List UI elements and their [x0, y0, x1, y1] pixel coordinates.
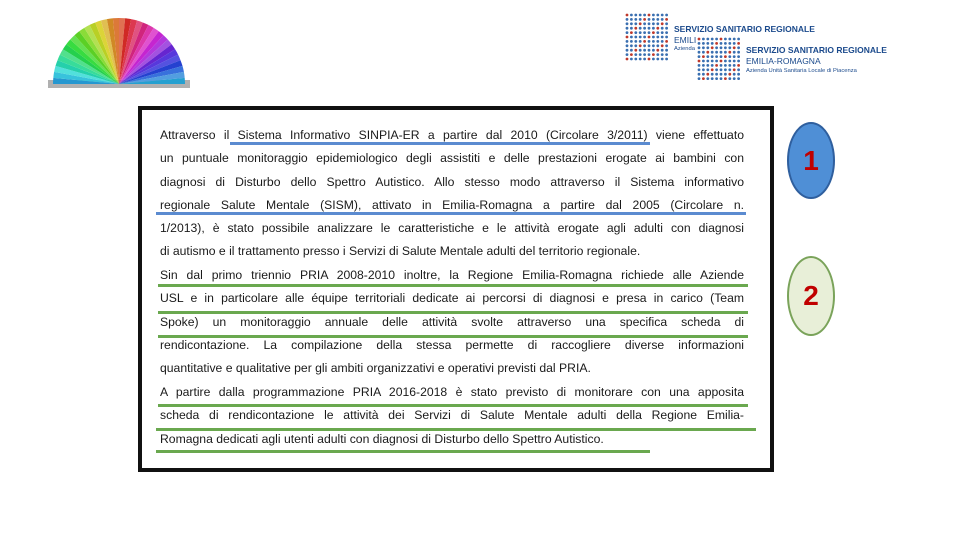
grid-dot	[724, 77, 727, 80]
grid-dot	[698, 77, 701, 80]
grid-dot	[661, 14, 664, 17]
grid-dot	[630, 36, 633, 39]
grid-dot	[737, 38, 740, 41]
grid-dot	[665, 44, 668, 47]
grid-dot	[634, 53, 637, 56]
grid-dot	[652, 40, 655, 43]
green-underline	[158, 335, 748, 338]
grid-dot	[652, 58, 655, 61]
grid-dot	[626, 58, 629, 61]
grid-dot	[656, 53, 659, 56]
text-line: USL e in particolare alle équipe territoriali dedicate ai percorsi di diagnosi e presa in carico (Team	[160, 291, 744, 306]
grid-dot	[634, 27, 637, 30]
grid-dot	[648, 18, 651, 21]
grid-dot	[702, 46, 705, 49]
logo-back-line2: EMILI	[674, 35, 697, 45]
grid-dot	[737, 68, 740, 71]
grid-dot	[665, 18, 668, 21]
grid-dot	[737, 46, 740, 49]
grid-dot	[661, 18, 664, 21]
grid-dot	[652, 31, 655, 34]
grid-dot	[656, 40, 659, 43]
grid-dot	[728, 55, 731, 58]
grid-dot	[634, 18, 637, 21]
grid-dot	[724, 38, 727, 41]
grid-dot	[665, 49, 668, 52]
grid-dot	[634, 31, 637, 34]
text-line: un puntuale monitoraggio epidemiologico degli assistiti e delle prestazioni erogate ai bambini con	[160, 151, 744, 166]
grid-dot	[630, 49, 633, 52]
grid-dot	[737, 51, 740, 54]
grid-dot	[737, 73, 740, 76]
grid-dot	[661, 22, 664, 25]
text-line: di autismo e il trattamento presso i Servizi di Salute Mentale adulti del territorio regionale.	[160, 244, 641, 259]
green-underline	[158, 404, 748, 407]
grid-dot	[720, 42, 723, 45]
grid-dot	[656, 18, 659, 21]
grid-dot	[661, 53, 664, 56]
grid-dot	[634, 40, 637, 43]
grid-dot	[656, 58, 659, 61]
grid-dot	[711, 55, 714, 58]
text-line: Sin dal primo triennio PRIA 2008-2010 inoltre, la Regione Emilia-Romagna richiede alle Aziende	[160, 268, 744, 282]
text-line: diagnosi di Disturbo dello Spettro Autistico. Allo stesso modo attraverso il Sistema informativo	[160, 174, 744, 189]
grid-dot	[648, 14, 651, 17]
grid-dot	[737, 42, 740, 45]
grid-dot	[626, 14, 629, 17]
grid-dot	[665, 58, 668, 61]
grid-dot	[634, 58, 637, 61]
grid-dot	[737, 60, 740, 63]
grid-dot	[737, 77, 740, 80]
grid-dot	[733, 46, 736, 49]
grid-dot	[648, 49, 651, 52]
grid-dot	[648, 36, 651, 39]
grid-dot	[630, 18, 633, 21]
green-underline	[156, 450, 650, 453]
grid-dot	[711, 73, 714, 76]
paragraph-2	[160, 264, 744, 380]
grid-dot	[706, 38, 709, 41]
grid-dot	[643, 40, 646, 43]
grid-dot	[652, 14, 655, 17]
grid-dot	[643, 14, 646, 17]
grid-dot	[648, 58, 651, 61]
grid-dot	[643, 27, 646, 30]
grid-dot	[706, 77, 709, 80]
grid-dot	[648, 44, 651, 47]
grid-dot	[630, 53, 633, 56]
grid-dot	[702, 77, 705, 80]
grid-dot	[724, 73, 727, 76]
grid-dot	[643, 49, 646, 52]
grid-dot	[711, 38, 714, 41]
grid-dot	[720, 46, 723, 49]
grid-dot	[661, 44, 664, 47]
grid-dot	[733, 51, 736, 54]
grid-dot	[652, 36, 655, 39]
grid-dot	[639, 18, 642, 21]
grid-dot	[733, 73, 736, 76]
grid-dot	[643, 58, 646, 61]
grid-dot	[665, 36, 668, 39]
grid-dot	[661, 49, 664, 52]
logo-back-line1: SERVIZIO SANITARIO REGIONALE	[674, 24, 815, 34]
grid-dot	[665, 40, 668, 43]
grid-dot	[634, 49, 637, 52]
logo-line1: SERVIZIO SANITARIO REGIONALE	[746, 45, 887, 55]
grid-dot	[706, 68, 709, 71]
grid-dot	[643, 44, 646, 47]
grid-dot	[728, 68, 731, 71]
grid-dot	[648, 22, 651, 25]
grid-dot	[661, 31, 664, 34]
grid-dot	[702, 38, 705, 41]
grid-dot	[639, 22, 642, 25]
grid-dot	[652, 22, 655, 25]
text-line: A partire dalla programmazione PRIA 2016-2018 è stato previsto di monitorare con una apposita	[160, 385, 744, 399]
grid-dot	[656, 49, 659, 52]
grid-dot	[630, 58, 633, 61]
grid-dot	[737, 55, 740, 58]
blue-underline	[156, 212, 746, 215]
grid-dot	[698, 64, 701, 67]
grid-dot	[728, 42, 731, 45]
grid-dot	[656, 44, 659, 47]
grid-dot	[724, 68, 727, 71]
grid-dot	[639, 31, 642, 34]
grid-dot	[698, 55, 701, 58]
grid-dot	[698, 68, 701, 71]
grid-dot	[656, 31, 659, 34]
grid-dot	[656, 22, 659, 25]
text-line: regionale Salute Mentale (SISM), attivato in Emilia-Romagna a partire dal 2005 (Circolare n.	[160, 197, 744, 212]
badge-2-number: 2	[803, 280, 819, 311]
logo-back-line3: Azienda	[674, 46, 695, 52]
grid-dot	[643, 36, 646, 39]
grid-dot	[643, 18, 646, 21]
grid-dot	[626, 22, 629, 25]
grid-dot	[626, 44, 629, 47]
grid-dot	[639, 36, 642, 39]
grid-dot	[634, 14, 637, 17]
grid-dot	[652, 27, 655, 30]
grid-dot	[634, 36, 637, 39]
grid-dot	[711, 64, 714, 67]
grid-dot	[648, 31, 651, 34]
grid-dot	[715, 38, 718, 41]
text-line: Romagna dedicati agli utenti adulti con diagnosi di Disturbo dello Spettro Autistico.	[160, 431, 604, 446]
grid-dot	[706, 55, 709, 58]
blue-underline	[230, 142, 650, 145]
grid-dot	[626, 27, 629, 30]
grid-dot	[630, 40, 633, 43]
badge-1-number: 1	[803, 144, 819, 176]
grid-dot	[706, 73, 709, 76]
grid-dot	[643, 53, 646, 56]
grid-dot	[639, 49, 642, 52]
grid-dot	[698, 42, 701, 45]
grid-dot	[733, 42, 736, 45]
grid-dot	[648, 53, 651, 56]
grid-dot	[652, 44, 655, 47]
dot-grid-icon	[624, 12, 670, 62]
grid-dot	[711, 42, 714, 45]
grid-dot	[656, 14, 659, 17]
grid-dot	[702, 60, 705, 63]
grid-dot	[702, 68, 705, 71]
grid-dot	[733, 64, 736, 67]
ssr-logo	[696, 36, 926, 84]
grid-dot	[724, 55, 727, 58]
grid-dot	[715, 42, 718, 45]
grid-dot	[639, 14, 642, 17]
grid-dot	[706, 42, 709, 45]
grid-dot	[715, 46, 718, 49]
grid-dot	[733, 77, 736, 80]
grid-dot	[711, 77, 714, 80]
grid-dot	[728, 46, 731, 49]
grid-dot	[661, 40, 664, 43]
grid-dot	[706, 60, 709, 63]
grid-dot	[720, 73, 723, 76]
grid-dot	[648, 40, 651, 43]
grid-dot	[665, 14, 668, 17]
grid-dot	[639, 44, 642, 47]
grid-dot	[702, 73, 705, 76]
grid-dot	[728, 64, 731, 67]
color-fan-logo	[48, 14, 190, 88]
grid-dot	[626, 49, 629, 52]
badge-2	[787, 256, 835, 336]
grid-dot	[698, 60, 701, 63]
grid-dot	[724, 64, 727, 67]
grid-dot	[715, 73, 718, 76]
grid-dot	[715, 64, 718, 67]
grid-dot	[661, 27, 664, 30]
grid-dot	[634, 44, 637, 47]
grid-dot	[626, 36, 629, 39]
text-line: scheda di rendicontazione le attività dei Servizi di Salute Mentale adulti della Regione Emilia-	[160, 408, 744, 423]
grid-dot	[728, 77, 731, 80]
grid-dot	[715, 60, 718, 63]
grid-dot	[639, 58, 642, 61]
grid-dot	[643, 22, 646, 25]
grid-dot	[652, 49, 655, 52]
logo-line3: Azienda Unità Sanitaria Locale di Piacenza	[746, 68, 857, 74]
grid-dot	[711, 68, 714, 71]
grid-dot	[630, 14, 633, 17]
grid-dot	[698, 73, 701, 76]
grid-dot	[733, 55, 736, 58]
grid-dot	[639, 40, 642, 43]
grid-dot	[706, 46, 709, 49]
text-line: quantitative e qualitative per gli ambiti organizzativi e operativi previsti dal PRIA.	[160, 361, 591, 376]
grid-dot	[715, 77, 718, 80]
grid-dot	[728, 60, 731, 63]
grid-dot	[626, 18, 629, 21]
grid-dot	[711, 46, 714, 49]
green-underline	[158, 284, 748, 287]
grid-dot	[639, 53, 642, 56]
grid-dot	[626, 31, 629, 34]
green-underline	[156, 428, 756, 431]
dot-grid-icon	[696, 36, 742, 82]
grid-dot	[733, 38, 736, 41]
grid-dot	[652, 18, 655, 21]
grid-dot	[656, 27, 659, 30]
grid-dot	[728, 73, 731, 76]
grid-dot	[724, 46, 727, 49]
grid-dot	[720, 68, 723, 71]
grid-dot	[630, 22, 633, 25]
grid-dot	[643, 31, 646, 34]
grid-dot	[661, 58, 664, 61]
text-line: 1/2013), è stato possibile analizzare le caratteristiche e le attività erogate agli adulti con diagnosi	[160, 221, 744, 236]
grid-dot	[630, 31, 633, 34]
grid-dot	[630, 44, 633, 47]
grid-dot	[630, 27, 633, 30]
grid-dot	[728, 51, 731, 54]
grid-dot	[724, 42, 727, 45]
grid-dot	[720, 55, 723, 58]
grid-dot	[720, 38, 723, 41]
grid-dot	[665, 53, 668, 56]
grid-dot	[720, 77, 723, 80]
grid-dot	[715, 68, 718, 71]
grid-dot	[698, 51, 701, 54]
grid-dot	[706, 51, 709, 54]
text-line: rendicontazione. La compilazione della stessa permette di raccogliere diverse informazioni	[160, 337, 744, 352]
grid-dot	[715, 55, 718, 58]
logo-line2: EMILIA-ROMAGNA	[746, 56, 821, 66]
grid-dot	[698, 46, 701, 49]
grid-dot	[720, 51, 723, 54]
badge-1	[787, 122, 835, 199]
grid-dot	[639, 27, 642, 30]
grid-dot	[737, 64, 740, 67]
text-line: Attraverso il Sistema Informativo SINPIA-ER a partire dal 2010 (Circolare 3/2011) viene effettuato	[160, 128, 744, 142]
grid-dot	[656, 36, 659, 39]
grid-dot	[720, 60, 723, 63]
grid-dot	[626, 53, 629, 56]
grid-dot	[715, 51, 718, 54]
grid-dot	[706, 64, 709, 67]
green-underline	[158, 311, 748, 314]
grid-dot	[665, 31, 668, 34]
grid-dot	[711, 51, 714, 54]
grid-dot	[728, 38, 731, 41]
grid-dot	[698, 38, 701, 41]
grid-dot	[702, 51, 705, 54]
text-line: Spoke) un monitoraggio annuale delle attività svolte attraverso una specifica scheda di	[160, 314, 744, 329]
grid-dot	[733, 68, 736, 71]
grid-dot	[652, 53, 655, 56]
grid-dot	[733, 60, 736, 63]
grid-dot	[661, 36, 664, 39]
grid-dot	[702, 64, 705, 67]
grid-dot	[665, 22, 668, 25]
grid-dot	[634, 22, 637, 25]
grid-dot	[665, 27, 668, 30]
grid-dot	[720, 64, 723, 67]
grid-dot	[626, 40, 629, 43]
paragraph-3	[160, 381, 744, 451]
grid-dot	[702, 42, 705, 45]
grid-dot	[702, 55, 705, 58]
grid-dot	[724, 51, 727, 54]
grid-dot	[711, 60, 714, 63]
grid-dot	[648, 27, 651, 30]
grid-dot	[724, 60, 727, 63]
